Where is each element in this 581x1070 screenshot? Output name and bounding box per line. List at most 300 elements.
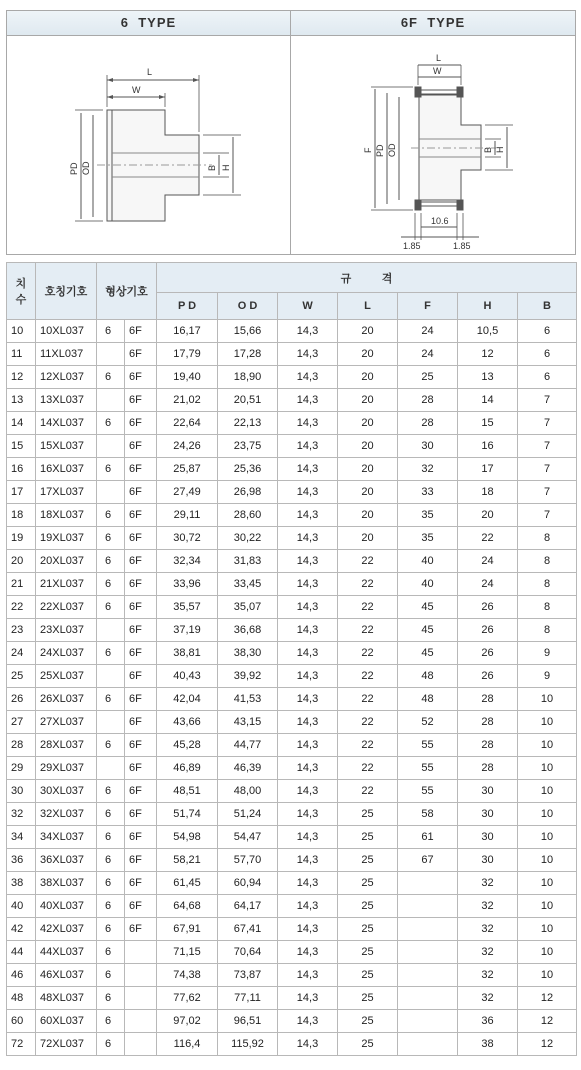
cell-code: 20XL037 (36, 550, 97, 573)
cell-type-6: 6 (97, 941, 125, 964)
cell-w: 14,3 (278, 366, 338, 389)
table-row (7, 504, 577, 527)
cell-pd: 54,98 (157, 826, 218, 849)
cell-w: 14,3 (278, 941, 338, 964)
cell-l: 22 (338, 619, 398, 642)
cell-b: 10 (518, 757, 577, 780)
cell-size: 42 (7, 918, 36, 941)
cell-od: 30,22 (218, 527, 278, 550)
cell-b: 10 (518, 803, 577, 826)
cell-type-6f: 6F (125, 872, 157, 895)
cell-pd: 42,04 (157, 688, 218, 711)
cell-l: 20 (338, 458, 398, 481)
cell-type-6f: 6F (125, 688, 157, 711)
cell-f: 40 (398, 573, 458, 596)
cell-od: 31,83 (218, 550, 278, 573)
cell-code: 36XL037 (36, 849, 97, 872)
cell-pd: 24,26 (157, 435, 218, 458)
table-row (7, 435, 577, 458)
cell-od: 33,45 (218, 573, 278, 596)
cell-pd: 29,11 (157, 504, 218, 527)
cell-type-6f (125, 964, 157, 987)
cell-pd: 64,68 (157, 895, 218, 918)
cell-l: 25 (338, 849, 398, 872)
cell-code: 14XL037 (36, 412, 97, 435)
cell-pd: 74,38 (157, 964, 218, 987)
cell-size: 15 (7, 435, 36, 458)
cell-pd: 97,02 (157, 1010, 218, 1033)
cell-l: 22 (338, 573, 398, 596)
cell-od: 54,47 (218, 826, 278, 849)
cell-h: 28 (458, 688, 518, 711)
cell-f: 32 (398, 458, 458, 481)
table-row (7, 412, 577, 435)
cell-h: 32 (458, 964, 518, 987)
cell-od: 46,39 (218, 757, 278, 780)
cell-b: 6 (518, 343, 577, 366)
cell-pd: 48,51 (157, 780, 218, 803)
cell-code: 22XL037 (36, 596, 97, 619)
cell-b: 12 (518, 1010, 577, 1033)
cell-h: 30 (458, 849, 518, 872)
cell-h: 28 (458, 757, 518, 780)
cell-pd: 38,81 (157, 642, 218, 665)
cell-f (398, 987, 458, 1010)
cell-b: 7 (518, 412, 577, 435)
cell-od: 115,92 (218, 1033, 278, 1056)
cell-b: 8 (518, 527, 577, 550)
cell-l: 22 (338, 757, 398, 780)
table-row (7, 458, 577, 481)
cell-code: 24XL037 (36, 642, 97, 665)
header-code: 호칭기호 (36, 263, 97, 320)
cell-b: 8 (518, 619, 577, 642)
cell-h: 16 (458, 435, 518, 458)
cell-w: 14,3 (278, 435, 338, 458)
header-col-h: H (458, 293, 518, 320)
cell-od: 28,60 (218, 504, 278, 527)
cell-w: 14,3 (278, 389, 338, 412)
cell-b: 10 (518, 849, 577, 872)
cell-type-6 (97, 389, 125, 412)
cell-h: 28 (458, 734, 518, 757)
cell-pd: 32,34 (157, 550, 218, 573)
cell-od: 18,90 (218, 366, 278, 389)
cell-pd: 35,57 (157, 596, 218, 619)
cell-pd: 40,43 (157, 665, 218, 688)
dim-label-H: H (221, 164, 231, 171)
cell-size: 32 (7, 803, 36, 826)
spec-table-body (7, 320, 577, 1056)
cell-h: 32 (458, 987, 518, 1010)
table-row (7, 343, 577, 366)
cell-type-6: 6 (97, 849, 125, 872)
cell-pd: 30,72 (157, 527, 218, 550)
dim-label-10-6: 10.6 (431, 216, 449, 226)
cell-w: 14,3 (278, 918, 338, 941)
cell-b: 9 (518, 665, 577, 688)
cell-size: 30 (7, 780, 36, 803)
cell-od: 51,24 (218, 803, 278, 826)
cell-type-6 (97, 343, 125, 366)
dim-label-1-85-left: 1.85 (403, 241, 421, 251)
header-spec-group: 규 격 (157, 263, 577, 293)
cell-l: 25 (338, 941, 398, 964)
cell-type-6f: 6F (125, 619, 157, 642)
diagram-6f-type (291, 11, 575, 254)
cell-od: 26,98 (218, 481, 278, 504)
cell-f (398, 964, 458, 987)
table-row (7, 550, 577, 573)
cell-od: 48,00 (218, 780, 278, 803)
cell-b: 8 (518, 573, 577, 596)
cell-pd: 27,49 (157, 481, 218, 504)
cell-w: 14,3 (278, 642, 338, 665)
cell-od: 57,70 (218, 849, 278, 872)
dim-label-W: W (132, 85, 141, 95)
table-row (7, 803, 577, 826)
cell-h: 10,5 (458, 320, 518, 343)
cell-b: 8 (518, 550, 577, 573)
table-row (7, 527, 577, 550)
table-row (7, 872, 577, 895)
dim-label-OD: OD (81, 161, 91, 175)
cell-b: 10 (518, 711, 577, 734)
cell-f: 24 (398, 320, 458, 343)
cell-type-6: 6 (97, 1010, 125, 1033)
cell-f: 52 (398, 711, 458, 734)
cell-w: 14,3 (278, 872, 338, 895)
table-row (7, 941, 577, 964)
cell-b: 12 (518, 987, 577, 1010)
cell-code: 19XL037 (36, 527, 97, 550)
cell-od: 17,28 (218, 343, 278, 366)
cell-l: 20 (338, 389, 398, 412)
cell-od: 15,66 (218, 320, 278, 343)
diagram-6-type (7, 11, 291, 254)
cell-l: 25 (338, 895, 398, 918)
dim-label-PD-6f: PD (375, 144, 385, 157)
cell-type-6 (97, 711, 125, 734)
cell-size: 34 (7, 826, 36, 849)
cell-w: 14,3 (278, 596, 338, 619)
cell-h: 38 (458, 1033, 518, 1056)
cell-code: 12XL037 (36, 366, 97, 389)
table-row (7, 619, 577, 642)
cell-h: 26 (458, 619, 518, 642)
cell-w: 14,3 (278, 1033, 338, 1056)
table-row (7, 366, 577, 389)
cell-b: 10 (518, 941, 577, 964)
table-row (7, 918, 577, 941)
cell-w: 14,3 (278, 780, 338, 803)
cell-pd: 25,87 (157, 458, 218, 481)
cell-pd: 46,89 (157, 757, 218, 780)
cell-pd: 22,64 (157, 412, 218, 435)
cell-type-6f: 6F (125, 711, 157, 734)
cell-type-6: 6 (97, 895, 125, 918)
cell-l: 25 (338, 964, 398, 987)
cell-h: 32 (458, 895, 518, 918)
cell-l: 20 (338, 527, 398, 550)
cell-type-6: 6 (97, 780, 125, 803)
cell-f: 40 (398, 550, 458, 573)
cell-f (398, 1010, 458, 1033)
cell-w: 14,3 (278, 1010, 338, 1033)
cell-pd: 61,45 (157, 872, 218, 895)
cell-type-6f (125, 987, 157, 1010)
cell-size: 44 (7, 941, 36, 964)
cell-type-6f: 6F (125, 895, 157, 918)
cell-type-6f: 6F (125, 734, 157, 757)
cell-f: 35 (398, 527, 458, 550)
cell-code: 48XL037 (36, 987, 97, 1010)
cell-l: 22 (338, 734, 398, 757)
cell-l: 25 (338, 872, 398, 895)
cell-size: 48 (7, 987, 36, 1010)
cell-b: 7 (518, 435, 577, 458)
cell-b: 10 (518, 826, 577, 849)
cell-pd: 43,66 (157, 711, 218, 734)
cell-size: 72 (7, 1033, 36, 1056)
header-col-l: L (338, 293, 398, 320)
table-row (7, 964, 577, 987)
cell-l: 20 (338, 366, 398, 389)
cell-h: 13 (458, 366, 518, 389)
cell-type-6f (125, 941, 157, 964)
cell-l: 20 (338, 481, 398, 504)
cell-w: 14,3 (278, 481, 338, 504)
table-row (7, 711, 577, 734)
cell-w: 14,3 (278, 527, 338, 550)
cell-od: 43,15 (218, 711, 278, 734)
cell-size: 60 (7, 1010, 36, 1033)
cell-od: 23,75 (218, 435, 278, 458)
cell-od: 44,77 (218, 734, 278, 757)
table-row (7, 596, 577, 619)
cell-type-6f: 6F (125, 343, 157, 366)
cell-od: 38,30 (218, 642, 278, 665)
cell-od: 25,36 (218, 458, 278, 481)
cell-type-6f: 6F (125, 458, 157, 481)
cell-pd: 45,28 (157, 734, 218, 757)
cell-f (398, 895, 458, 918)
cell-type-6: 6 (97, 412, 125, 435)
cell-od: 70,64 (218, 941, 278, 964)
cell-code: 26XL037 (36, 688, 97, 711)
cell-type-6f: 6F (125, 504, 157, 527)
cell-h: 18 (458, 481, 518, 504)
cell-code: 30XL037 (36, 780, 97, 803)
cell-type-6f: 6F (125, 481, 157, 504)
cell-type-6f: 6F (125, 389, 157, 412)
cell-b: 10 (518, 780, 577, 803)
dim-label-OD-6f: OD (387, 143, 397, 157)
cell-w: 14,3 (278, 757, 338, 780)
cell-f (398, 872, 458, 895)
cell-type-6f: 6F (125, 573, 157, 596)
cell-size: 22 (7, 596, 36, 619)
header-col-f: F (398, 293, 458, 320)
cell-f (398, 918, 458, 941)
cell-b: 7 (518, 504, 577, 527)
cell-type-6 (97, 757, 125, 780)
cell-l: 25 (338, 1010, 398, 1033)
cell-h: 30 (458, 826, 518, 849)
cell-type-6: 6 (97, 366, 125, 389)
cell-size: 19 (7, 527, 36, 550)
cell-l: 20 (338, 435, 398, 458)
cell-l: 22 (338, 550, 398, 573)
cell-w: 14,3 (278, 504, 338, 527)
cell-b: 10 (518, 895, 577, 918)
cell-f: 55 (398, 780, 458, 803)
table-row (7, 320, 577, 343)
dim-label-B: B (207, 164, 217, 171)
cell-h: 32 (458, 941, 518, 964)
diagram-6f-type-title: 6F TYPE (291, 11, 575, 36)
cell-h: 32 (458, 872, 518, 895)
cell-b: 12 (518, 1033, 577, 1056)
cell-w: 14,3 (278, 412, 338, 435)
cell-code: 44XL037 (36, 941, 97, 964)
cell-code: 27XL037 (36, 711, 97, 734)
cell-type-6f: 6F (125, 527, 157, 550)
cell-size: 46 (7, 964, 36, 987)
table-row (7, 849, 577, 872)
diagram-6-type-title: 6 TYPE (7, 11, 290, 36)
cell-b: 6 (518, 366, 577, 389)
cell-l: 22 (338, 665, 398, 688)
cell-type-6: 6 (97, 826, 125, 849)
dim-label-W-6f: W (433, 66, 442, 76)
cell-h: 26 (458, 665, 518, 688)
cell-code: 15XL037 (36, 435, 97, 458)
cell-h: 24 (458, 573, 518, 596)
cell-w: 14,3 (278, 964, 338, 987)
header-size-line2: 수 (15, 294, 27, 306)
cell-w: 14,3 (278, 803, 338, 826)
cell-code: 46XL037 (36, 964, 97, 987)
cell-type-6: 6 (97, 458, 125, 481)
cell-pd: 67,91 (157, 918, 218, 941)
cell-type-6: 6 (97, 872, 125, 895)
cell-code: 42XL037 (36, 918, 97, 941)
cell-size: 26 (7, 688, 36, 711)
cell-pd: 77,62 (157, 987, 218, 1010)
cell-pd: 58,21 (157, 849, 218, 872)
cell-size: 11 (7, 343, 36, 366)
cell-type-6 (97, 665, 125, 688)
cell-l: 25 (338, 826, 398, 849)
cell-code: 32XL037 (36, 803, 97, 826)
cell-size: 25 (7, 665, 36, 688)
cell-code: 17XL037 (36, 481, 97, 504)
cell-size: 24 (7, 642, 36, 665)
cell-type-6: 6 (97, 573, 125, 596)
cell-b: 10 (518, 964, 577, 987)
header-col-pd: P D (157, 293, 218, 320)
cell-type-6: 6 (97, 803, 125, 826)
cell-f: 45 (398, 596, 458, 619)
cell-size: 23 (7, 619, 36, 642)
cell-f: 48 (398, 688, 458, 711)
cell-code: 34XL037 (36, 826, 97, 849)
cell-type-6: 6 (97, 1033, 125, 1056)
cell-l: 20 (338, 343, 398, 366)
cell-type-6: 6 (97, 987, 125, 1010)
table-row (7, 1010, 577, 1033)
cell-h: 14 (458, 389, 518, 412)
cell-od: 20,51 (218, 389, 278, 412)
cell-type-6 (97, 619, 125, 642)
cell-w: 14,3 (278, 895, 338, 918)
cell-l: 22 (338, 596, 398, 619)
cell-od: 64,17 (218, 895, 278, 918)
cell-type-6f: 6F (125, 918, 157, 941)
cell-type-6: 6 (97, 688, 125, 711)
cell-code: 25XL037 (36, 665, 97, 688)
cell-w: 14,3 (278, 320, 338, 343)
cell-type-6: 6 (97, 527, 125, 550)
cell-type-6: 6 (97, 596, 125, 619)
table-row (7, 780, 577, 803)
table-row (7, 481, 577, 504)
cell-code: 38XL037 (36, 872, 97, 895)
cell-w: 14,3 (278, 343, 338, 366)
cell-size: 13 (7, 389, 36, 412)
cell-f: 48 (398, 665, 458, 688)
table-row (7, 389, 577, 412)
cell-f: 25 (398, 366, 458, 389)
cell-h: 24 (458, 550, 518, 573)
cell-f: 35 (398, 504, 458, 527)
pulley-6f-type-drawing (291, 35, 575, 255)
cell-b: 7 (518, 481, 577, 504)
cell-type-6f: 6F (125, 596, 157, 619)
cell-size: 29 (7, 757, 36, 780)
cell-code: 16XL037 (36, 458, 97, 481)
header-col-w: W (278, 293, 338, 320)
dim-label-B-6f: B (483, 146, 493, 153)
cell-type-6: 6 (97, 320, 125, 343)
cell-l: 22 (338, 711, 398, 734)
cell-size: 10 (7, 320, 36, 343)
cell-od: 67,41 (218, 918, 278, 941)
table-row (7, 665, 577, 688)
cell-w: 14,3 (278, 458, 338, 481)
cell-pd: 16,17 (157, 320, 218, 343)
cell-type-6: 6 (97, 734, 125, 757)
cell-pd: 19,40 (157, 366, 218, 389)
cell-w: 14,3 (278, 711, 338, 734)
cell-pd: 37,19 (157, 619, 218, 642)
cell-b: 10 (518, 872, 577, 895)
cell-f: 55 (398, 734, 458, 757)
cell-f: 45 (398, 642, 458, 665)
table-row (7, 895, 577, 918)
cell-f: 24 (398, 343, 458, 366)
header-size (7, 263, 36, 320)
cell-size: 27 (7, 711, 36, 734)
cell-l: 25 (338, 803, 398, 826)
cell-code: 11XL037 (36, 343, 97, 366)
cell-type-6f: 6F (125, 412, 157, 435)
cell-f: 28 (398, 412, 458, 435)
cell-h: 36 (458, 1010, 518, 1033)
cell-b: 10 (518, 734, 577, 757)
cell-l: 20 (338, 412, 398, 435)
